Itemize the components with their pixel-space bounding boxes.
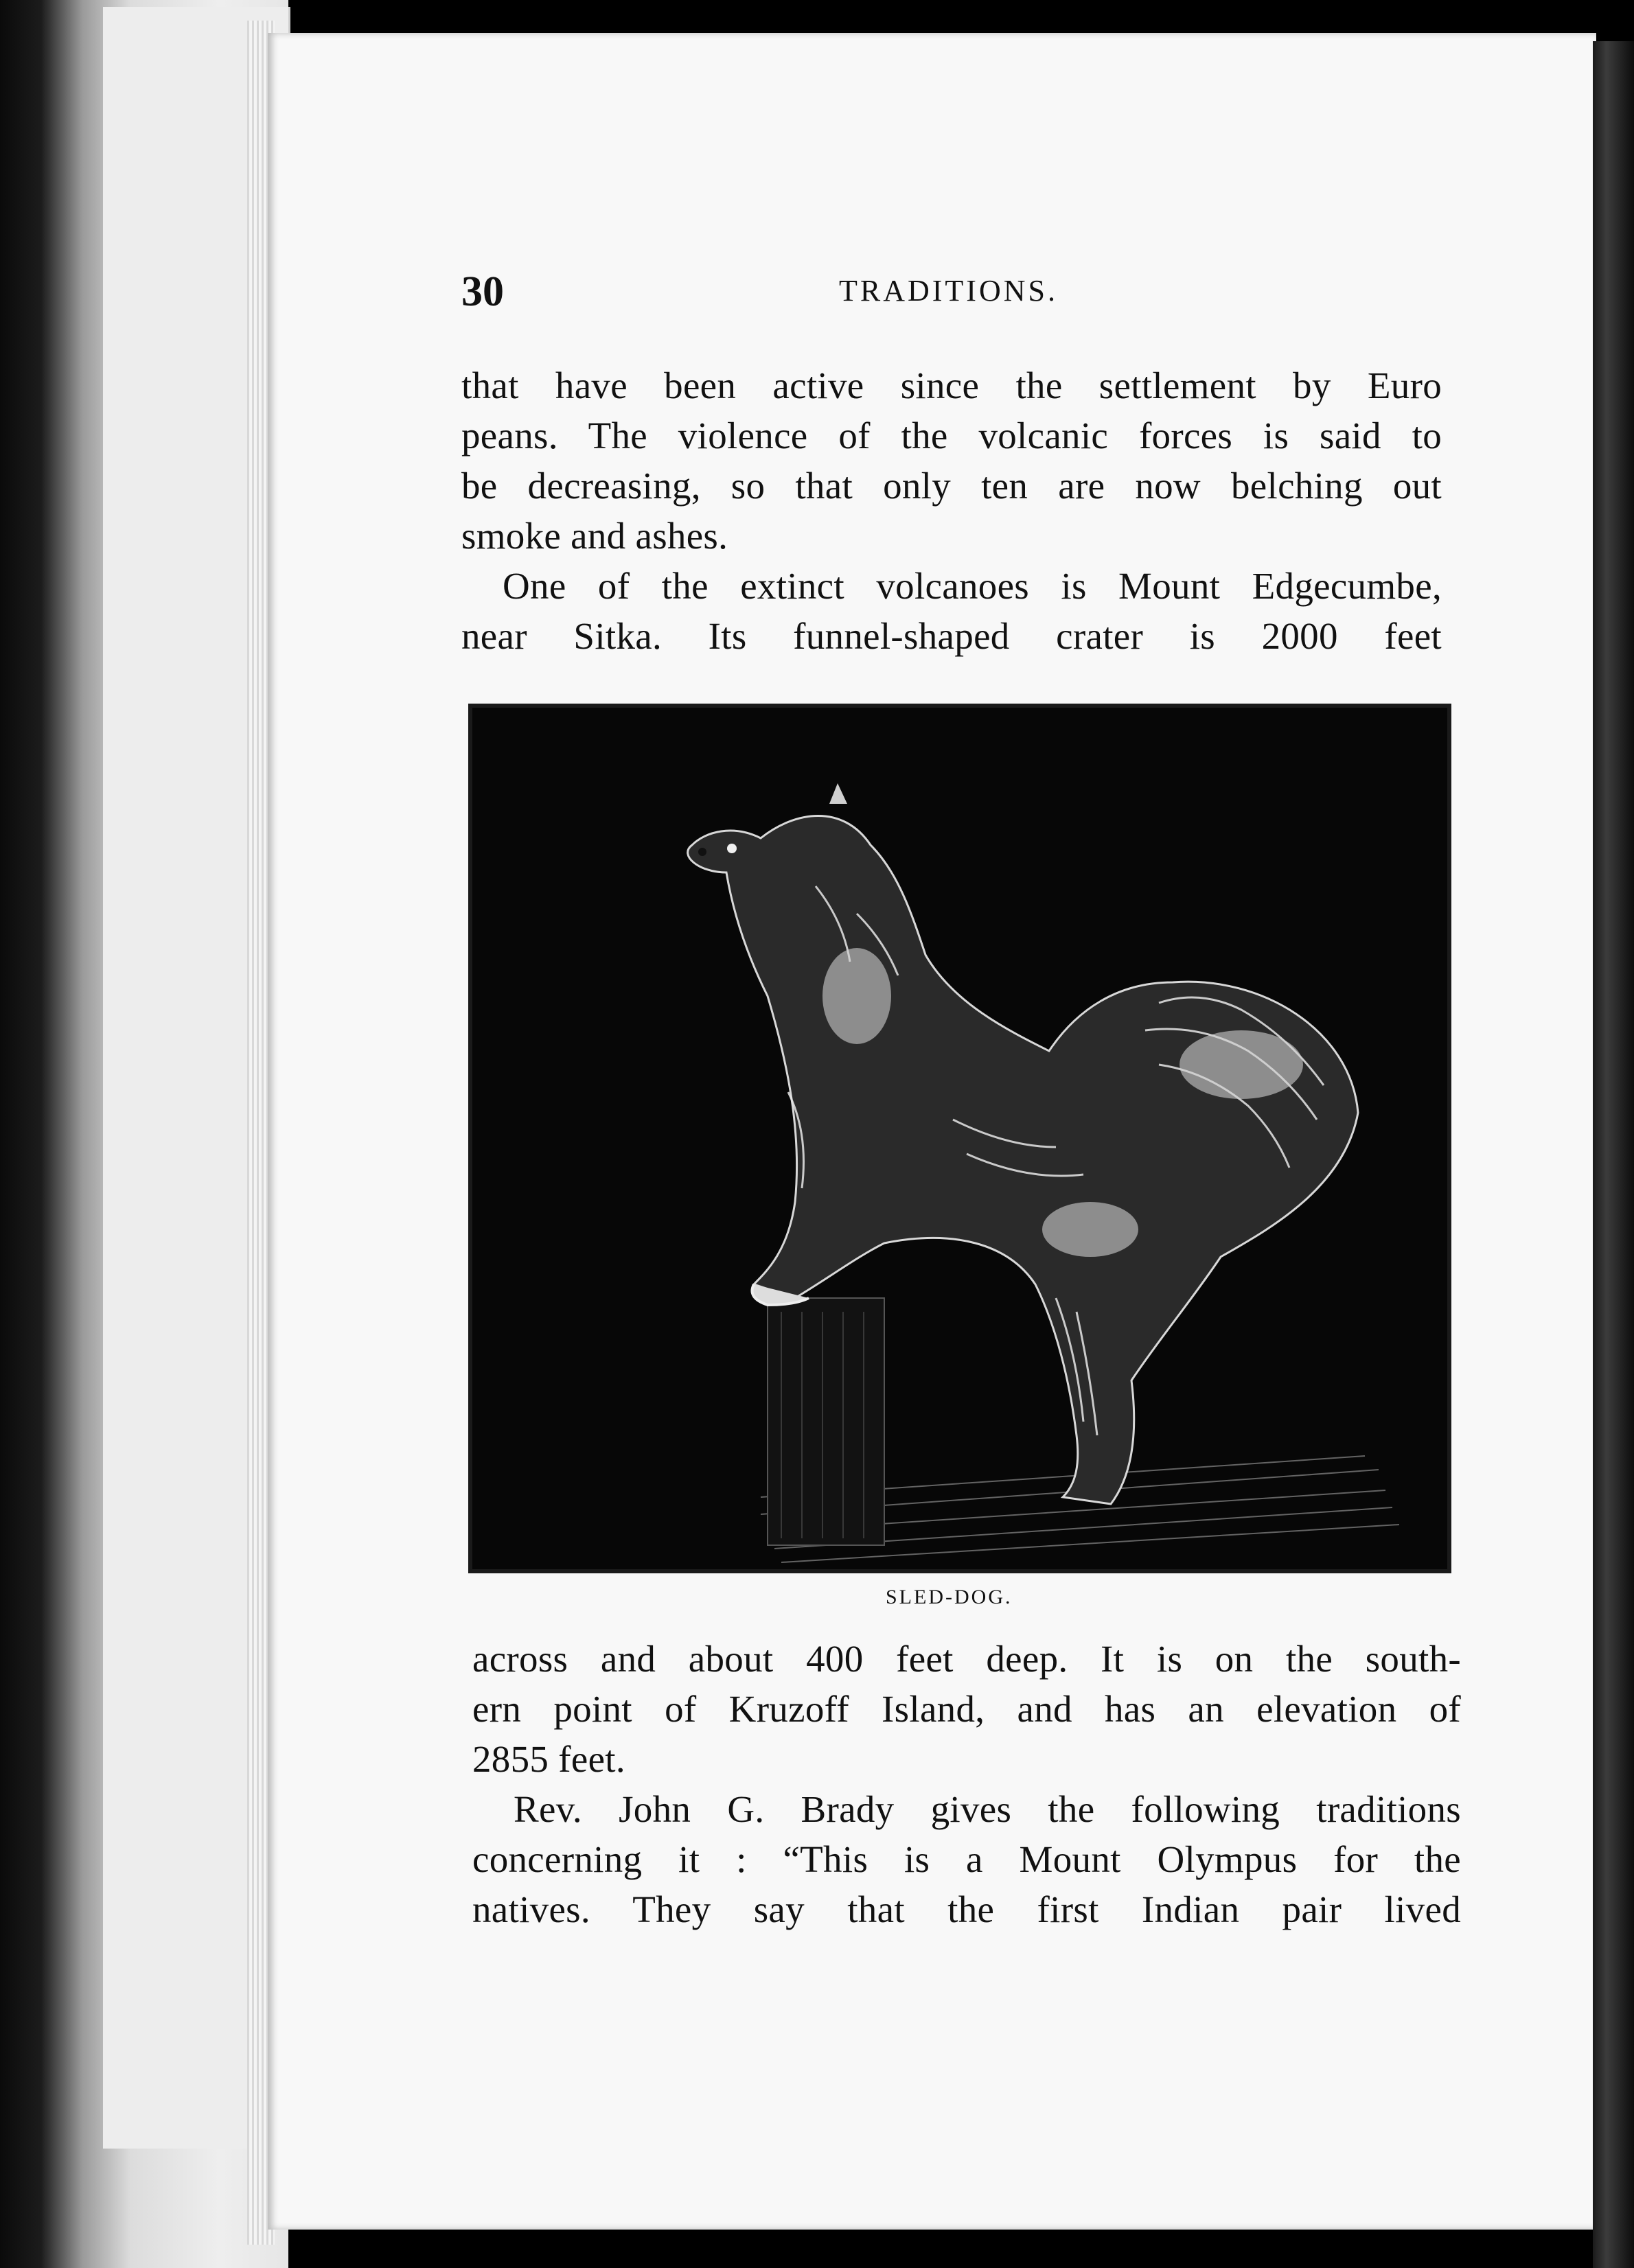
text-line: be decreasing, so that only ten are now belching out [461,465,1442,507]
text-line: Rev. John G. Brady gives the following traditions [514,1788,1461,1830]
body-text-top [461,360,1442,661]
text-line: near Sitka. Its funnel-shaped crater is 2000 feet [461,615,1442,657]
dog-engraving [472,708,1447,1569]
text-line: One of the extinct volcanoes is Mount Edgecumbe, [503,565,1442,607]
text-line: natives. They say that the first Indian pair lived [472,1888,1461,1930]
text-line: ern point of Kruzoff Island, and has an elevation of [472,1688,1461,1730]
running-head: TRADITIONS. [839,274,1058,308]
text-line: across and about 400 feet deep. It is on the south- [472,1638,1461,1680]
page-number: 30 [461,268,504,315]
scan-border-right [1593,41,1634,2268]
page-header [461,268,1450,323]
text-line: smoke and ashes. [461,515,728,557]
body-text-bottom [472,1634,1461,1934]
text-line: that have been active since the settlement by Euro [461,364,1442,406]
sled-dog-illustration [468,704,1451,1573]
text-line: 2855 feet. [472,1738,625,1780]
text-line: concerning it : “This is a Mount Olympus for the [472,1838,1461,1880]
text-line: peans. The violence of the volcanic forces is said to [461,415,1442,456]
illustration-caption: SLED-DOG. [886,1586,1013,1608]
